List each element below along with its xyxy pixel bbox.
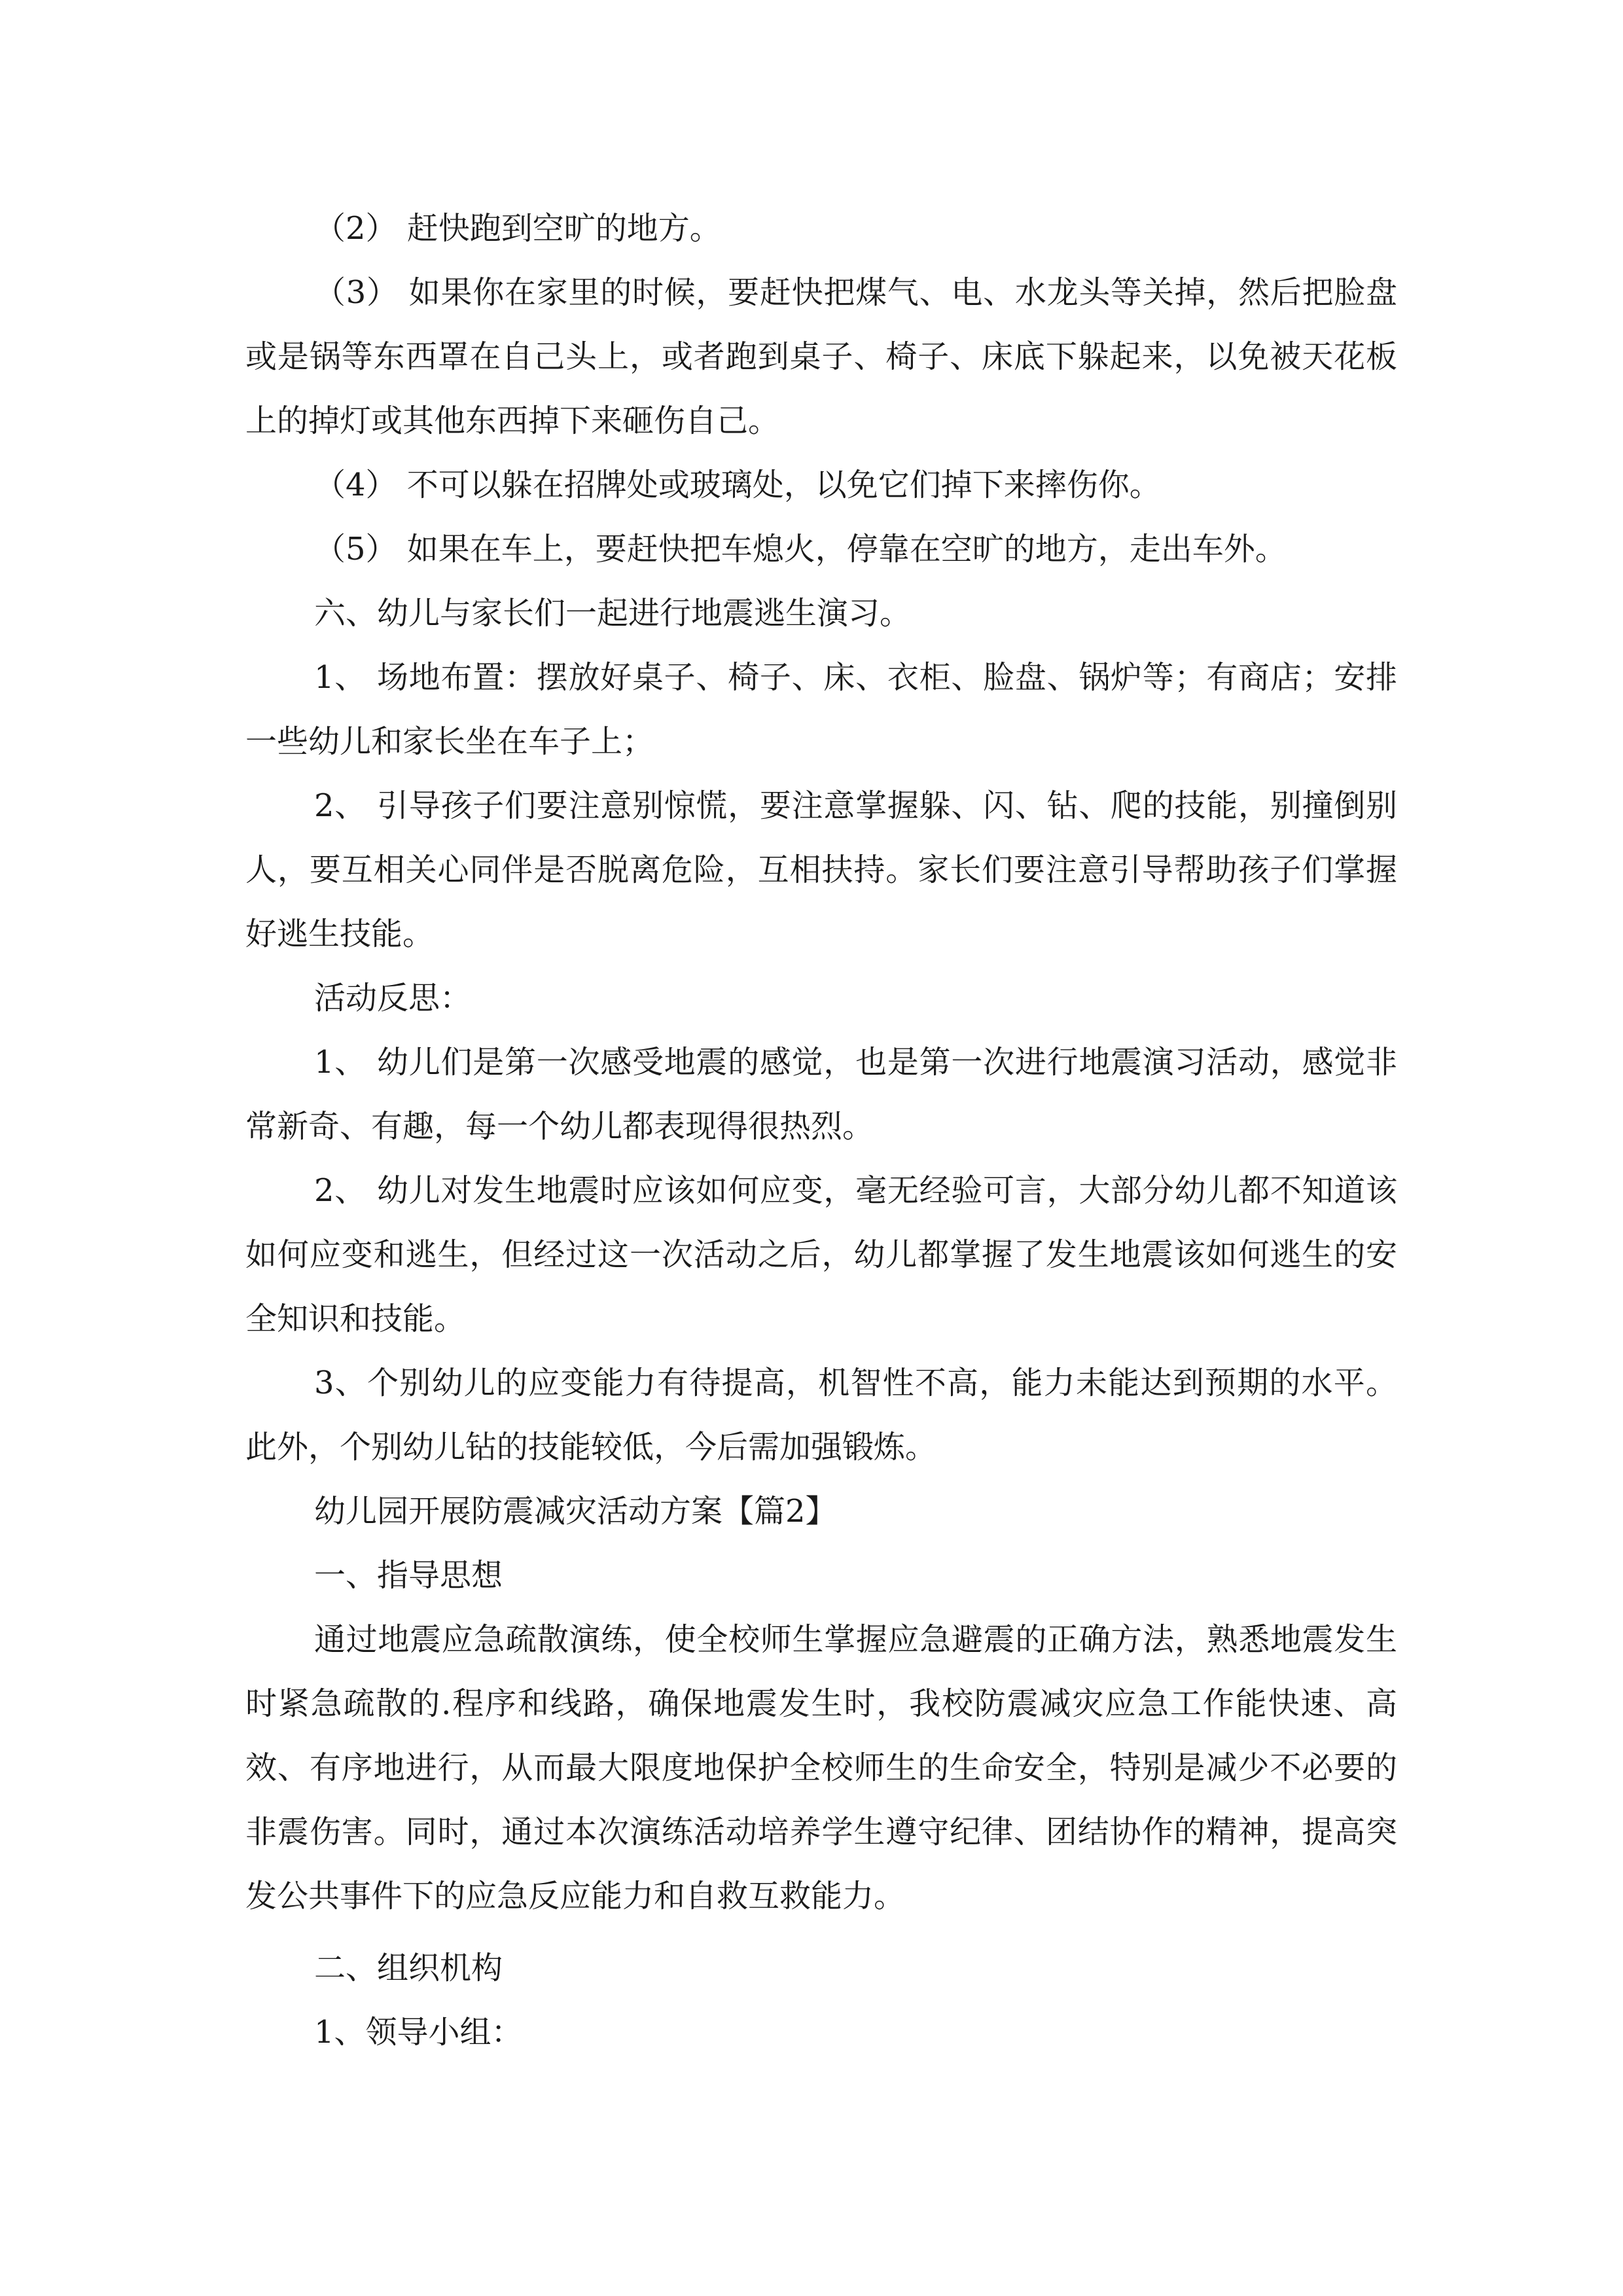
paragraph-spacer xyxy=(245,1928,1397,1936)
paragraph-guiding-thought: 通过地震应急疏散演练，使全校师生掌握应急避震的正确方法，熟悉地震发生时紧急疏散的.程序和线路，确保地震发生时，我校防震减灾应急工作能快速、高效、有序地进行，从而最大限度地保护全校师生的生命安全，特别是减少不必要的非震伤害。同时，通过本次演练活动培养学生遵守纪律、团结协作的精神，提高突发公共事件下的应急反应能力和自救互救能力。 xyxy=(245,1621,1397,1914)
section-heading-guiding-thought: 一、指导思想 xyxy=(314,1557,503,1594)
paragraph-venue-setup: 1、 场地布置：摆放好桌子、椅子、床、衣柜、脸盘、锅炉等；有商店；安排一些幼儿和家长坐在车子上； xyxy=(245,659,1397,760)
reflection-item-3: 3、个别幼儿的应变能力有待提高，机智性不高，能力未能达到预期的水平。此外，个别幼儿钻的技能较低，今后需加强锻炼。 xyxy=(245,1365,1397,1465)
document-body xyxy=(245,196,1397,2064)
paragraph-item-4: （4） 不可以躲在招牌处或玻璃处，以免它们掉下来摔伤你。 xyxy=(314,467,1161,503)
section-heading-organization: 二、组织机构 xyxy=(314,1950,503,1986)
heading-activity-reflection: 活动反思： xyxy=(314,980,472,1016)
section-heading-six: 六、幼儿与家长们一起进行地震逃生演习。 xyxy=(314,595,912,632)
paragraph-item-3: （3） 如果你在家里的时候，要赶快把煤气、电、水龙头等关掉，然后把脸盘或是锅等东西罩在自己头上，或者跑到桌子、椅子、床底下躲起来，以免被天花板上的掉灯或其他东西掉下来砸伤自己。 xyxy=(245,274,1397,439)
paragraph-item-2: （2） 赶快跑到空旷的地方。 xyxy=(314,210,721,247)
article-title-part-2: 幼儿园开展防震减灾活动方案【篇2】 xyxy=(314,1493,837,1530)
subheading-leadership-group: 1、领导小组： xyxy=(314,2014,523,2051)
reflection-item-1: 1、 幼儿们是第一次感受地震的感觉，也是第一次进行地震演习活动，感觉非常新奇、有趣，每一个幼儿都表现得很热烈。 xyxy=(245,1044,1397,1145)
reflection-item-2: 2、 幼儿对发生地震时应该如何应变，毫无经验可言，大部分幼儿都不知道该如何应变和逃生，但经过这一次活动之后，幼儿都掌握了发生地震该如何逃生的安全知识和技能。 xyxy=(245,1172,1397,1337)
paragraph-item-5: （5） 如果在车上，要赶快把车熄火，停靠在空旷的地方，走出车外。 xyxy=(314,531,1287,567)
paragraph-guide-children: 2、 引导孩子们要注意别惊慌，要注意掌握躲、闪、钻、爬的技能，别撞倒别人，要互相关心同伴是否脱离危险，互相扶持。家长们要注意引导帮助孩子们掌握好逃生技能。 xyxy=(245,787,1397,952)
